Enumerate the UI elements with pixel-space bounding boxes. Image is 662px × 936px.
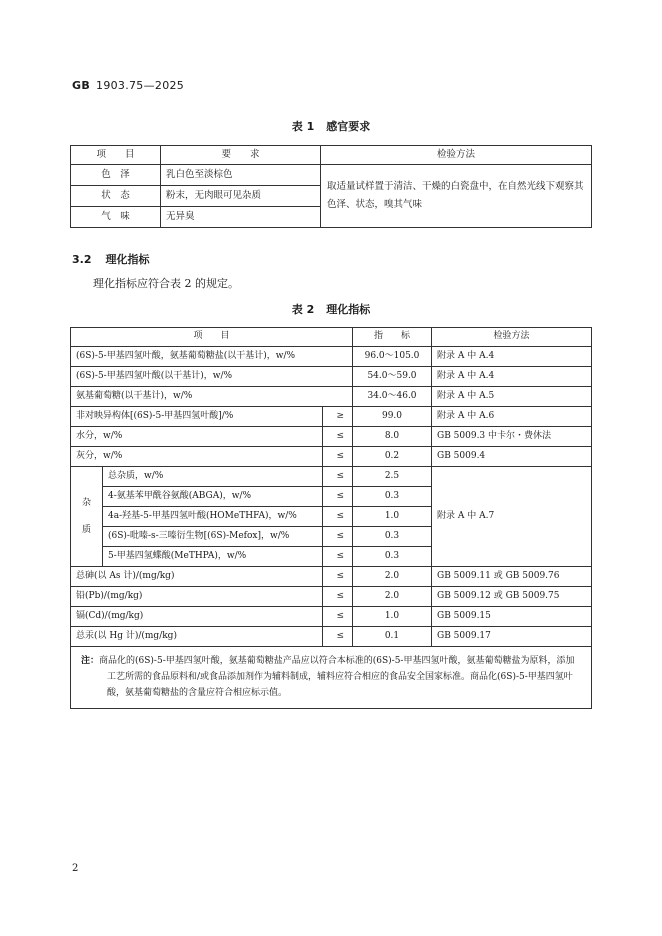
row-value: 0.1 xyxy=(353,627,432,647)
sensory-requirement: 无异臭 xyxy=(161,207,321,228)
sensory-requirement: 粉末，无肉眼可见杂质 xyxy=(161,186,321,207)
table2-label: 表 2 xyxy=(291,303,315,316)
table-row xyxy=(71,407,592,427)
row-value: 0.2 xyxy=(353,447,432,467)
table2-physicochemical xyxy=(70,327,592,709)
table-row xyxy=(71,567,592,587)
row-method: GB 5009.12 或 GB 5009.75 xyxy=(432,587,592,607)
impurity-item: 总杂质，w/% xyxy=(103,467,323,487)
impurity-value: 0.3 xyxy=(353,547,432,567)
table2-note xyxy=(71,647,592,709)
section-paragraph: 理化指标应符合表 2 的规定。 xyxy=(93,277,239,290)
table2-header-method: 检验方法 xyxy=(432,328,592,347)
standard-number: 1903.75—2025 xyxy=(96,79,185,92)
table2-title: 理化指标 xyxy=(326,303,371,316)
row-comparison-symbol: ≥ xyxy=(323,407,353,427)
impurity-label-char: 杂 xyxy=(81,498,91,509)
row-comparison-symbol: ≤ xyxy=(323,607,353,627)
sensory-item: 色 泽 xyxy=(71,165,161,186)
impurity-item: 5-甲基四氢蝶酸(MeTHPA)，w/% xyxy=(103,547,323,567)
table2-header-row xyxy=(71,328,592,347)
impurity-value: 0.3 xyxy=(353,487,432,507)
row-item: 非对映异构体[(6S)-5-甲基四氢叶酸]/% xyxy=(71,407,323,427)
impurity-comparison-symbol: ≤ xyxy=(323,547,353,567)
row-comparison-symbol: ≤ xyxy=(323,627,353,647)
row-method: GB 5009.3 中卡尔・费休法 xyxy=(432,427,592,447)
table-row xyxy=(71,427,592,447)
row-value: 8.0 xyxy=(353,427,432,447)
row-method: 附录 A 中 A.4 xyxy=(432,347,592,367)
table-row xyxy=(71,367,592,387)
table1-header-requirement: 要 求 xyxy=(161,146,321,165)
row-value: 99.0 xyxy=(353,407,432,427)
section-number: 3.2 xyxy=(72,253,92,266)
table2-note-row xyxy=(71,647,592,709)
row-comparison-symbol: ≤ xyxy=(323,427,353,447)
row-method: GB 5009.17 xyxy=(432,627,592,647)
row-value: 1.0 xyxy=(353,607,432,627)
impurity-label-char: 质 xyxy=(81,524,91,535)
row-method: 附录 A 中 A.6 xyxy=(432,407,592,427)
row-value: 2.0 xyxy=(353,567,432,587)
row-value: 54.0～59.0 xyxy=(353,367,432,387)
table1-header-item: 项 目 xyxy=(71,146,161,165)
impurity-value: 1.0 xyxy=(353,507,432,527)
row-method: GB 5009.4 xyxy=(432,447,592,467)
impurity-comparison-symbol: ≤ xyxy=(323,467,353,487)
row-method: GB 5009.11 或 GB 5009.76 xyxy=(432,567,592,587)
row-value: 96.0～105.0 xyxy=(353,347,432,367)
standard-code: GB xyxy=(72,79,91,92)
impurity-comparison-symbol: ≤ xyxy=(323,527,353,547)
row-item: 氨基葡萄糖(以干基计)，w/% xyxy=(71,387,353,407)
row-item: 水分，w/% xyxy=(71,427,323,447)
table-row xyxy=(71,447,592,467)
table2-header-value: 指 标 xyxy=(353,328,432,347)
row-value: 34.0～46.0 xyxy=(353,387,432,407)
table2-header-item: 项 目 xyxy=(71,328,353,347)
impurity-item: 4a-羟基-5-甲基四氢叶酸(HOMeTHFA)，w/% xyxy=(103,507,323,527)
row-item: 总砷(以 As 计)/(mg/kg) xyxy=(71,567,323,587)
section-heading xyxy=(72,251,150,267)
impurity-comparison-symbol: ≤ xyxy=(323,507,353,527)
table2-caption xyxy=(0,301,662,317)
row-item: 铅(Pb)/(mg/kg) xyxy=(71,587,323,607)
row-item: (6S)-5-甲基四氢叶酸，氨基葡萄糖盐(以干基计)，w/% xyxy=(71,347,353,367)
row-comparison-symbol: ≤ xyxy=(323,447,353,467)
impurity-value: 0.3 xyxy=(353,527,432,547)
table-row xyxy=(71,165,592,186)
table-row xyxy=(71,607,592,627)
impurity-value: 2.5 xyxy=(353,467,432,487)
row-method: 附录 A 中 A.5 xyxy=(432,387,592,407)
section-title: 理化指标 xyxy=(105,253,150,266)
impurity-item: (6S)-吡嗪-s-三嗪衍生物[(6S)-Mefox]，w/% xyxy=(103,527,323,547)
table-row xyxy=(71,387,592,407)
note-label: 注： xyxy=(81,656,100,666)
table-row xyxy=(71,347,592,367)
sensory-requirement: 乳白色至淡棕色 xyxy=(161,165,321,186)
table1-sensory xyxy=(70,145,592,228)
note-text: 商品化的(6S)-5-甲基四氢叶酸，氨基葡萄糖盐产品应以符合本标准的(6S)-5-甲基四氢叶酸，氨基葡萄糖盐为原料，添加工艺所需的食品原料和/或食品添加剂作为辅料制成，辅料应符合相应的食品安全国家标准。商品化(6S)-5-甲基四氢叶酸，氨基葡萄糖盐的含量应符合相应标示值。 xyxy=(99,656,575,698)
table1-header-method: 检验方法 xyxy=(321,146,592,165)
table1-title: 感官要求 xyxy=(326,120,371,133)
table1-caption xyxy=(0,118,662,134)
impurity-group-label xyxy=(71,467,103,567)
row-method: 附录 A 中 A.4 xyxy=(432,367,592,387)
row-item: 总汞(以 Hg 计)/(mg/kg) xyxy=(71,627,323,647)
sensory-method: 取适量试样置于清洁、干燥的白瓷盘中，在自然光线下观察其色泽、状态，嗅其气味 xyxy=(321,165,592,228)
row-comparison-symbol: ≤ xyxy=(323,587,353,607)
table1-header-row xyxy=(71,146,592,165)
row-item: (6S)-5-甲基四氢叶酸(以干基计)，w/% xyxy=(71,367,353,387)
sensory-item: 气 味 xyxy=(71,207,161,228)
row-value: 2.0 xyxy=(353,587,432,607)
row-item: 镉(Cd)/(mg/kg) xyxy=(71,607,323,627)
page-number: 2 xyxy=(72,863,79,874)
impurity-comparison-symbol: ≤ xyxy=(323,487,353,507)
impurity-method: 附录 A 中 A.7 xyxy=(432,467,592,567)
row-item: 灰分，w/% xyxy=(71,447,323,467)
impurity-item: 4-氨基苯甲酰谷氨酸(ABGA)，w/% xyxy=(103,487,323,507)
row-method: GB 5009.15 xyxy=(432,607,592,627)
table-row xyxy=(71,587,592,607)
table-row xyxy=(71,467,592,487)
table-row xyxy=(71,627,592,647)
document-header xyxy=(72,79,184,92)
row-comparison-symbol: ≤ xyxy=(323,567,353,587)
table1-label: 表 1 xyxy=(291,120,315,133)
sensory-item: 状 态 xyxy=(71,186,161,207)
